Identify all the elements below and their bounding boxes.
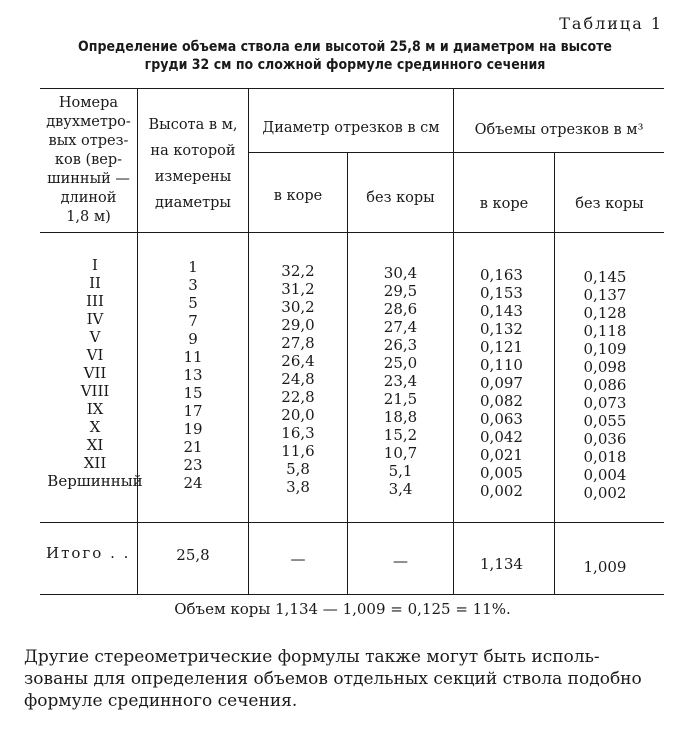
- height-cell: 3: [188, 276, 198, 294]
- volume-bark-cell: 0,063: [480, 410, 523, 428]
- diameter-nobark-cell: 15,2: [383, 426, 418, 444]
- volume-bark-cell: 0,163: [480, 266, 523, 284]
- diameter-bark-cell: 32,2: [281, 262, 315, 280]
- diameter-bark-cell: 30,2: [281, 298, 315, 316]
- diameter-bark-cell: 22,8: [281, 388, 315, 406]
- body-paragraph: Другие стереометрические формулы также могут быть исполь- зованы для определения объемов отдельных секций ствола подобно формуле срединного сечения.: [24, 647, 642, 711]
- volume-bark-cell: 0,042: [480, 428, 523, 446]
- height-column: [138, 258, 248, 492]
- diameter-bark-cell: 16,3: [281, 424, 315, 442]
- volume-nobark-cell: 0,098: [583, 358, 627, 376]
- diameter-bark-cell: 29,0: [281, 316, 315, 334]
- diameter-bark-cell: 3,8: [286, 478, 310, 496]
- volume-bark-cell: 0,132: [480, 320, 523, 338]
- header-measurement-height: Высота в м, на которой измерены диаметры: [148, 117, 238, 211]
- header-volume-without-bark: без коры: [575, 196, 644, 212]
- volume-nobark-cell: 0,137: [583, 286, 627, 304]
- diameter-nobark-cell: 27,4: [383, 318, 418, 336]
- total-diameter-without-bark: —: [393, 552, 408, 570]
- segment-cell: VIII: [80, 382, 110, 400]
- diameter-bark-cell: 11,6: [281, 442, 315, 460]
- height-cell: 21: [183, 438, 203, 456]
- volume-without-bark-column: [555, 268, 655, 502]
- subheader-rule: [248, 152, 664, 153]
- header-volume-group: Объемы отрезков в м³: [474, 122, 644, 138]
- diameter-without-bark-column: [348, 264, 453, 498]
- volume-bark-cell: 0,002: [480, 482, 523, 500]
- header-bottom-rule: [40, 232, 664, 233]
- volume-bark-cell: 0,121: [480, 338, 523, 356]
- height-cell: 19: [183, 420, 203, 438]
- diameter-nobark-cell: 3,4: [388, 480, 413, 498]
- height-cell: 24: [183, 474, 203, 492]
- diameter-nobark-cell: 30,4: [383, 264, 418, 282]
- diameter-nobark-cell: 28,6: [383, 300, 418, 318]
- diameter-bark-cell: 20,0: [281, 406, 315, 424]
- diameter-nobark-cell: 21,5: [383, 390, 418, 408]
- segment-cell: VI: [86, 346, 104, 364]
- total-label: Итого . .: [46, 544, 131, 562]
- diameter-nobark-cell: 5,1: [388, 462, 413, 480]
- table-number: Таблица 1: [559, 14, 663, 33]
- volume-bark-cell: 0,097: [480, 374, 523, 392]
- diameter-bark-cell: 31,2: [281, 280, 315, 298]
- height-cell: 9: [188, 330, 198, 348]
- volume-nobark-cell: 0,118: [583, 322, 627, 340]
- total-height: 25,8: [176, 546, 210, 564]
- segment-cell: X: [89, 418, 101, 436]
- volume-bark-cell: 0,143: [480, 302, 523, 320]
- segment-cell: V: [89, 328, 101, 346]
- volume-nobark-cell: 0,073: [583, 394, 627, 412]
- total-volume-with-bark: 1,134: [480, 555, 523, 573]
- table-caption: Определение объема ствола ели высотой 25,8 м и диаметром на высоте груди 32 см по сложной формуле срединного сечения: [78, 39, 612, 73]
- segment-number-column: [40, 256, 150, 490]
- diameter-nobark-cell: 10,7: [383, 444, 418, 462]
- height-cell: 15: [183, 384, 203, 402]
- bark-volume-note: Объем коры 1,134 — 1,009 = 0,125 = 11%.: [174, 600, 511, 618]
- header-diameter-group: Диаметр отрезков в см: [262, 120, 440, 136]
- volume-nobark-cell: 0,036: [583, 430, 627, 448]
- diameter-nobark-cell: 25,0: [383, 354, 418, 372]
- header-volume-with-bark: в коре: [479, 196, 529, 212]
- table-top-rule: [40, 88, 664, 89]
- volume-nobark-cell: 0,018: [583, 448, 627, 466]
- diameter-nobark-cell: 26,3: [383, 336, 418, 354]
- segment-cell: IX: [86, 400, 104, 418]
- volume-nobark-cell: 0,145: [583, 268, 627, 286]
- volume-with-bark-column: [454, 266, 549, 500]
- height-cell: 5: [188, 294, 198, 312]
- table-bottom-rule: [40, 594, 664, 595]
- volume-nobark-cell: 0,004: [583, 466, 627, 484]
- segment-cell: II: [89, 274, 101, 292]
- segment-cell: Вершинный: [47, 472, 143, 490]
- total-volume-without-bark: 1,009: [583, 558, 627, 576]
- height-cell: 23: [183, 456, 203, 474]
- segment-cell: VII: [83, 364, 107, 382]
- segment-cell: XII: [83, 454, 107, 472]
- volume-bark-cell: 0,082: [480, 392, 523, 410]
- segment-cell: III: [86, 292, 104, 310]
- volume-bark-cell: 0,021: [480, 446, 523, 464]
- header-diameter-without-bark: без коры: [366, 190, 435, 206]
- volume-nobark-cell: 0,109: [583, 340, 627, 358]
- volume-nobark-cell: 0,055: [583, 412, 627, 430]
- volume-nobark-cell: 0,086: [583, 376, 627, 394]
- height-cell: 13: [183, 366, 203, 384]
- diameter-bark-cell: 27,8: [281, 334, 315, 352]
- height-cell: 1: [188, 258, 198, 276]
- total-diameter-with-bark: —: [290, 550, 306, 568]
- segment-cell: I: [92, 256, 98, 274]
- diameter-bark-cell: 24,8: [281, 370, 315, 388]
- height-cell: 11: [183, 348, 203, 366]
- volume-bark-cell: 0,110: [480, 356, 523, 374]
- diameter-nobark-cell: 29,5: [383, 282, 418, 300]
- segment-cell: XI: [86, 436, 104, 454]
- volume-nobark-cell: 0,002: [583, 484, 627, 502]
- segment-cell: IV: [86, 310, 104, 328]
- height-cell: 7: [188, 312, 198, 330]
- volume-bark-cell: 0,153: [480, 284, 523, 302]
- diameter-nobark-cell: 23,4: [383, 372, 418, 390]
- diameter-with-bark-column: [249, 262, 347, 496]
- height-cell: 17: [183, 402, 203, 420]
- diameter-nobark-cell: 18,8: [383, 408, 418, 426]
- volume-nobark-cell: 0,128: [583, 304, 627, 322]
- diameter-bark-cell: 26,4: [281, 352, 315, 370]
- header-segment-numbers: Номера двухметро- вых отрез- ков (вер- шинный — длиной 1,8 м): [46, 95, 131, 225]
- header-diameter-with-bark: в коре: [273, 188, 323, 204]
- body-bottom-rule: [40, 522, 664, 523]
- diameter-bark-cell: 5,8: [286, 460, 310, 478]
- volume-bark-cell: 0,005: [480, 464, 523, 482]
